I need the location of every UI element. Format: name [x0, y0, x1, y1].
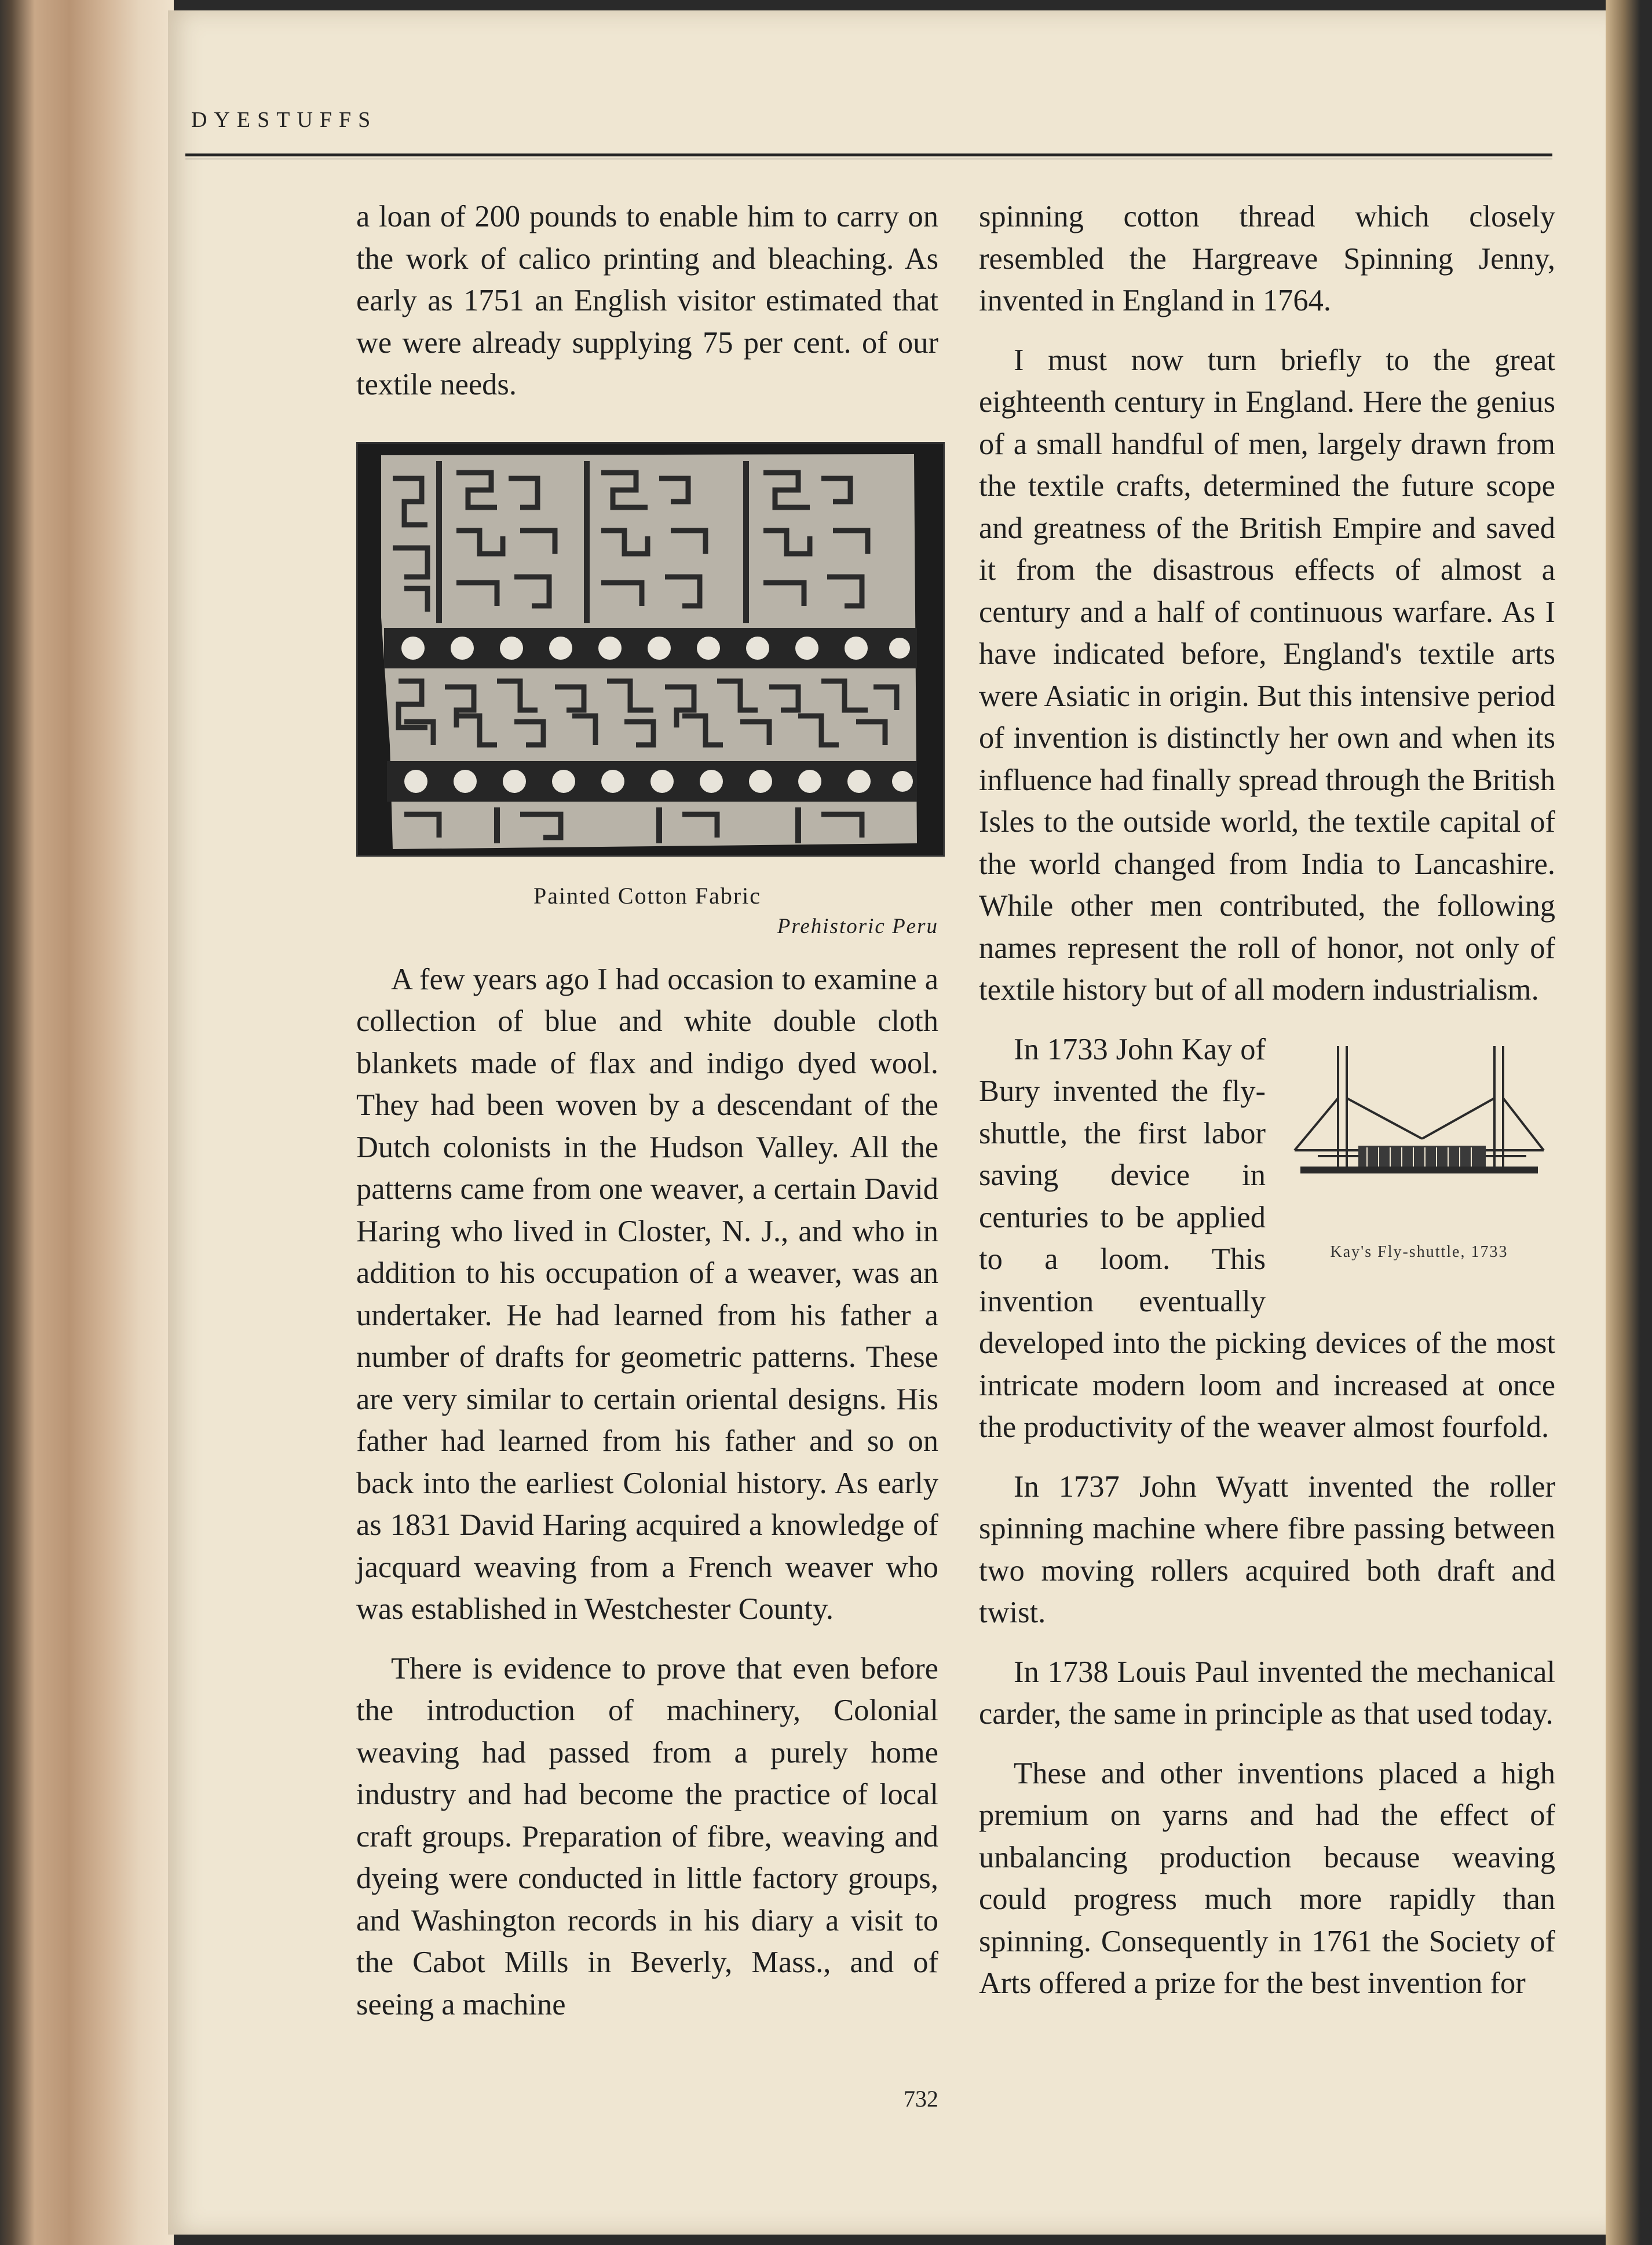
left-paragraph-3: There is evidence to prove that even before the introduction of machinery, Colonial weaving had passed from a purely home industry and had become the practice of local craft groups. Preparation of fibre, weaving and dyeing were conducted in little factory groups, and Washington records in his diary a visit to the Cabot Mills in Beverly, Mass., and of seeing a machine	[356, 1651, 938, 2021]
right-column	[979, 196, 1555, 2005]
loom-drawing	[1283, 1034, 1555, 1226]
fabric-illustration	[358, 444, 943, 855]
figure-subcaption: Prehistoric Peru	[777, 914, 938, 938]
left-column	[356, 196, 938, 2025]
kay-fly-shuttle-illustration	[1283, 1034, 1555, 1278]
page-number: 732	[904, 2086, 938, 2112]
painted-cotton-fabric-image	[356, 442, 945, 857]
figure-caption: Painted Cotton Fabric	[533, 882, 762, 909]
kay-figure-caption: Kay's Fly-shuttle, 1733	[1330, 1242, 1508, 1261]
right-paragraph-4: In 1737 John Wyatt invented the roller spinning machine where fibre passing between two moving rollers acquired both draft and twist.	[979, 1469, 1555, 1629]
book-page-edges	[0, 0, 174, 2245]
right-paragraph-3: In 1733 John Kay of Bury invented the fly-shuttle, the first labor saving device in centuries to be applied to a loom. This invention eventually developed into the picking devices of the most intricate modern loom and increased at once the productivity of the weaver almost fourfold.	[979, 1032, 1555, 1444]
right-paragraph-5: In 1738 Louis Paul invented the mechanical carder, the same in principle as that used today.	[979, 1655, 1555, 1731]
left-paragraph-2: A few years ago I had occasion to examine a collection of blue and white double cloth blankets made of flax and indigo dyed wool. They had been woven by a descendant of the Dutch colonists in the Hudson Valley. All the patterns came from one weaver, a certain David Haring who lived in Closter, N. J., and who in addition to his occupation of a weaver, was an undertaker. He had learned from his father a number of drafts for geometric patterns. These are very similar to certain oriental designs. His father had learned from his father and so on back into the earliest Colonial history. As early as 1831 David Haring acquired a knowledge of jacquard weaving from a French weaver who was established in Westchester County.	[356, 962, 938, 1626]
kay-section	[979, 1029, 1555, 1449]
running-head: DYESTUFFS	[191, 108, 378, 132]
right-paragraph-2: I must now turn briefly to the great eighteenth century in England. Here the genius of a small handful of men, largely drawn from the textile crafts, determined the future scope and greatness of the British Empire and saved it from the disastrous effects of almost a century and a half of continuous warfare. As I have indicated before, England's textile arts were Asiatic in origin. But this intensive period of invention is distinctly her own and when its influence had finally spread through the British Isles to the outside world, the textile capital of the world changed from India to Lancashire. While other men contributed, the following names represent the roll of honor, not only of textile history but of all modern industrialism.	[979, 343, 1555, 1007]
right-paragraph-6: These and other inventions placed a high premium on yarns and had the effect of unbalancing production because weaving could progress much more rapidly than spinning. Consequently in 1761 the Society of Arts offered a prize for the best invention for	[979, 1756, 1555, 2000]
left-paragraph-1: a loan of 200 pounds to enable him to carry on the work of calico printing and bleaching. As early as 1751 an English visitor estimated that we were already supplying 75 per cent. of our textile needs.	[356, 200, 938, 401]
right-paragraph-1: spinning cotton thread which closely resembled the Hargreave Spinning Jenny, invented in England in 1764.	[979, 200, 1555, 317]
header-rule	[185, 153, 1552, 159]
book-right-edge	[1606, 0, 1652, 2245]
